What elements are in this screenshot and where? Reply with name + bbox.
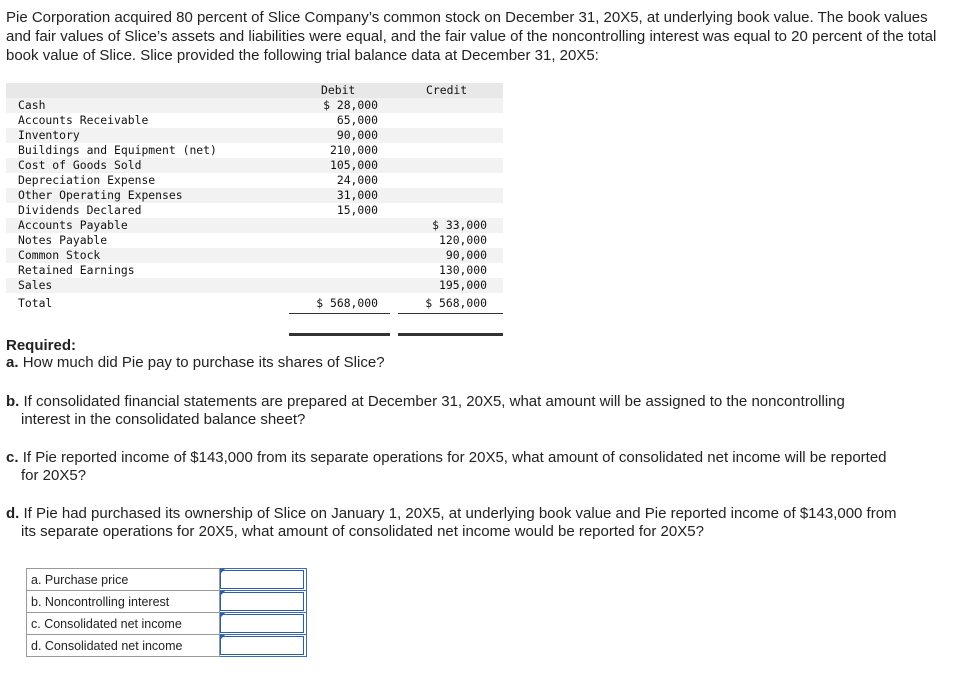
consolidated-net-income-c-input[interactable]	[220, 614, 304, 633]
credit-underline	[398, 313, 503, 314]
debit-amount: $ 28,000	[323, 98, 378, 112]
account-name: Common Stock	[18, 248, 101, 262]
trial-balance-row	[6, 278, 503, 293]
answer-cell-a[interactable]	[220, 569, 307, 591]
input-marker-icon	[220, 635, 225, 640]
answer-label-d: d. Consolidated net income	[27, 635, 220, 657]
answer-label-c: c. Consolidated net income	[27, 613, 220, 635]
total-credit: $ 568,000	[425, 296, 487, 310]
trial-balance-row	[6, 173, 503, 188]
question-b	[6, 393, 946, 429]
debit-double-underline	[289, 333, 390, 336]
debit-amount: 15,000	[336, 203, 378, 217]
debit-amount: 210,000	[329, 143, 378, 157]
debit-amount: 105,000	[329, 158, 378, 172]
trial-balance-row	[6, 98, 503, 113]
account-name: Cost of Goods Sold	[18, 158, 142, 172]
question-d-text-2: its separate operations for 20X5, what amount of consolidated net income would be reported for 20X5?	[21, 523, 704, 540]
answer-row-d	[27, 635, 307, 657]
question-c-label: c.	[6, 449, 19, 466]
trial-balance-row	[6, 218, 503, 233]
total-label: Total	[18, 296, 53, 310]
noncontrolling-interest-input[interactable]	[220, 592, 304, 611]
consolidated-net-income-d-input[interactable]	[220, 636, 304, 655]
debit-amount: 65,000	[336, 113, 378, 127]
answer-label-b: b. Noncontrolling interest	[27, 591, 220, 613]
question-d-label: d.	[6, 505, 20, 522]
question-b-text-2: interest in the consolidated balance sheet?	[21, 411, 306, 428]
question-c-text-2: for 20X5?	[21, 467, 87, 484]
required-title: Required:	[6, 337, 77, 354]
question-c	[6, 449, 946, 485]
account-name: Inventory	[18, 128, 80, 142]
debit-header: Debit	[321, 83, 356, 97]
account-name: Dividends Declared	[18, 203, 142, 217]
trial-balance-row	[6, 113, 503, 128]
account-name: Accounts Payable	[18, 218, 128, 232]
answer-row-c	[27, 613, 307, 635]
credit-header: Credit	[426, 83, 468, 97]
answer-cell-d[interactable]	[220, 635, 307, 657]
trial-balance-header	[6, 83, 503, 98]
question-a-label: a.	[6, 354, 19, 371]
answer-table	[26, 568, 307, 657]
trial-balance-row	[6, 188, 503, 203]
credit-amount: $ 33,000	[432, 218, 487, 232]
trial-balance-table	[6, 83, 503, 313]
question-d	[6, 505, 946, 541]
account-name: Sales	[18, 278, 53, 292]
purchase-price-input[interactable]	[220, 570, 304, 589]
total-row	[6, 293, 503, 313]
trial-balance-row	[6, 263, 503, 278]
credit-amount: 120,000	[438, 233, 487, 247]
credit-amount: 195,000	[438, 278, 487, 292]
debit-amount: 24,000	[336, 173, 378, 187]
credit-amount: 90,000	[445, 248, 487, 262]
debit-amount: 90,000	[336, 128, 378, 142]
question-b-label: b.	[6, 393, 20, 410]
input-marker-icon	[220, 569, 225, 574]
account-name: Accounts Receivable	[18, 113, 149, 127]
problem-intro: Pie Corporation acquired 80 percent of Slice Company’s common stock on December 31, 20X5, at underlying book value. The book values and fair values of Slice’s assets and liabilities were equal, and the fair value of the noncontrolling interest was equal to 20 percent of the total book value of Slice. Slice provided the following trial balance data at December 31, 20X5:	[6, 9, 937, 64]
question-c-text-1: If Pie reported income of $143,000 from its separate operations for 20X5, what amount of consolidated net income will be reported	[22, 449, 887, 466]
input-marker-icon	[220, 591, 225, 596]
debit-underline	[289, 313, 390, 314]
debit-amount: 31,000	[336, 188, 378, 202]
credit-double-underline	[398, 333, 503, 336]
account-name: Depreciation Expense	[18, 173, 156, 187]
account-name: Notes Payable	[18, 233, 108, 247]
trial-balance-row	[6, 143, 503, 158]
answer-cell-b[interactable]	[220, 591, 307, 613]
answer-row-a	[27, 569, 307, 591]
account-name: Other Operating Expenses	[18, 188, 183, 202]
trial-balance-row	[6, 158, 503, 173]
account-name: Retained Earnings	[18, 263, 135, 277]
question-b-text-1: If consolidated financial statements are prepared at December 31, 20X5, what amount will be assigned to the noncontrolling	[23, 393, 845, 410]
total-debit: $ 568,000	[316, 296, 378, 310]
trial-balance-row	[6, 233, 503, 248]
account-name: Buildings and Equipment (net)	[18, 143, 217, 157]
trial-balance-row	[6, 203, 503, 218]
account-name: Cash	[18, 98, 46, 112]
answer-row-b	[27, 591, 307, 613]
question-a-text: How much did Pie pay to purchase its shares of Slice?	[22, 354, 385, 371]
trial-balance-row	[6, 248, 503, 263]
input-marker-icon	[220, 613, 225, 618]
answer-cell-c[interactable]	[220, 613, 307, 635]
question-d-text-1: If Pie had purchased its ownership of Slice on January 1, 20X5, at underlying book value and Pie reported income of $143,000 from	[23, 505, 897, 522]
credit-amount: 130,000	[438, 263, 487, 277]
trial-balance-row	[6, 128, 503, 143]
answer-label-a: a. Purchase price	[27, 569, 220, 591]
question-a	[6, 354, 946, 372]
